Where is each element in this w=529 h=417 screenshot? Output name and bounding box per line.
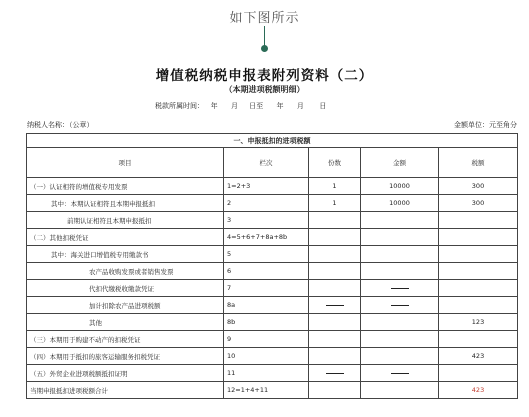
row-item: 农产品收购发票或者销售发票	[27, 263, 224, 280]
amount-unit-label: 金额单位：元至角分	[454, 121, 517, 129]
row-amount	[361, 280, 439, 297]
table-row	[27, 314, 518, 331]
row-count	[309, 365, 361, 382]
row-amount	[361, 331, 439, 348]
row-line: 8a	[224, 297, 309, 314]
header-item: 项目	[27, 148, 224, 178]
row-line: 6	[224, 263, 309, 280]
row-tax	[439, 331, 518, 348]
table-row	[27, 280, 518, 297]
row-item: 加计扣除农产品进项税额	[27, 297, 224, 314]
row-line: 12=1+4+11	[224, 382, 309, 399]
row-tax	[439, 229, 518, 246]
form-title: 增值税纳税申报表附列资料（二）	[155, 68, 374, 84]
row-item: （四）本期用于抵扣的旅客运输服务扣税凭证	[27, 348, 224, 365]
row-line: 11	[224, 365, 309, 382]
row-item: （五）外贸企业进项税额抵扣证明	[27, 365, 224, 382]
input-tax-table	[26, 133, 518, 399]
table-row	[27, 229, 518, 246]
not-applicable-dash	[391, 373, 409, 374]
caption-connector-line	[264, 26, 265, 46]
table-row	[27, 365, 518, 382]
caption-dot-icon	[261, 45, 268, 52]
section-title-row	[27, 134, 518, 148]
table-row	[27, 331, 518, 348]
row-line: 7	[224, 280, 309, 297]
row-line: 2	[224, 195, 309, 212]
row-item: （二）其他扣税凭证	[27, 229, 224, 246]
row-count	[309, 314, 361, 331]
tax-period-line: 税款所属时间： 年 月 日至 年 月 日	[155, 102, 327, 110]
row-tax	[439, 263, 518, 280]
row-tax	[439, 297, 518, 314]
row-count	[309, 229, 361, 246]
section-title: 一、申报抵扣的进项税额	[27, 134, 518, 148]
row-line: 9	[224, 331, 309, 348]
row-count	[309, 382, 361, 399]
not-applicable-dash	[326, 305, 344, 306]
row-amount	[361, 365, 439, 382]
row-tax: 423	[439, 382, 518, 399]
row-count	[309, 297, 361, 314]
row-tax	[439, 246, 518, 263]
row-tax: 300	[439, 178, 518, 195]
row-item: 代扣代缴税收缴款凭证	[27, 280, 224, 297]
row-line: 4=5+6+7+8a+8b	[224, 229, 309, 246]
taxpayer-name-label: 纳税人名称：（公章）	[27, 121, 94, 129]
header-amount: 金额	[361, 148, 439, 178]
row-item: 当期申报抵扣进项税额合计	[27, 382, 224, 399]
not-applicable-dash	[391, 305, 409, 306]
row-count	[309, 212, 361, 229]
table-row	[27, 382, 518, 399]
row-line: 1=2+3	[224, 178, 309, 195]
header-tax: 税额	[439, 148, 518, 178]
row-amount	[361, 246, 439, 263]
header-line: 栏次	[224, 148, 309, 178]
row-line: 5	[224, 246, 309, 263]
row-item: 其他	[27, 314, 224, 331]
header-count: 份数	[309, 148, 361, 178]
row-amount	[361, 212, 439, 229]
row-tax: 123	[439, 314, 518, 331]
row-amount	[361, 263, 439, 280]
row-count	[309, 331, 361, 348]
row-count: 1	[309, 195, 361, 212]
row-item: （三）本期用于购建不动产的扣税凭证	[27, 331, 224, 348]
row-count	[309, 263, 361, 280]
row-amount: 10000	[361, 195, 439, 212]
row-line: 8b	[224, 314, 309, 331]
row-tax	[439, 280, 518, 297]
row-tax: 423	[439, 348, 518, 365]
row-tax	[439, 212, 518, 229]
caption-text: 如下图所示	[229, 11, 300, 26]
row-item: 其中：本期认证相符且本期申报抵扣	[27, 195, 224, 212]
header-row	[27, 148, 518, 178]
row-count	[309, 280, 361, 297]
not-applicable-dash	[391, 288, 409, 289]
row-line: 3	[224, 212, 309, 229]
row-item: （一）认证相符的增值税专用发票	[27, 178, 224, 195]
table-row	[27, 178, 518, 195]
table-row	[27, 263, 518, 280]
row-count	[309, 246, 361, 263]
row-line: 10	[224, 348, 309, 365]
table-row	[27, 212, 518, 229]
row-count	[309, 348, 361, 365]
form-subtitle: （本期进项税额明细）	[224, 85, 305, 94]
row-count: 1	[309, 178, 361, 195]
not-applicable-dash	[326, 373, 344, 374]
row-tax: 300	[439, 195, 518, 212]
row-amount	[361, 382, 439, 399]
table-row	[27, 246, 518, 263]
row-amount: 10000	[361, 178, 439, 195]
row-amount	[361, 348, 439, 365]
table-row	[27, 297, 518, 314]
row-amount	[361, 297, 439, 314]
row-amount	[361, 314, 439, 331]
row-item: 前期认证相符且本期申报抵扣	[27, 212, 224, 229]
row-amount	[361, 229, 439, 246]
table-row	[27, 348, 518, 365]
table-row	[27, 195, 518, 212]
row-tax	[439, 365, 518, 382]
row-item: 其中：海关进口增值税专用缴款书	[27, 246, 224, 263]
